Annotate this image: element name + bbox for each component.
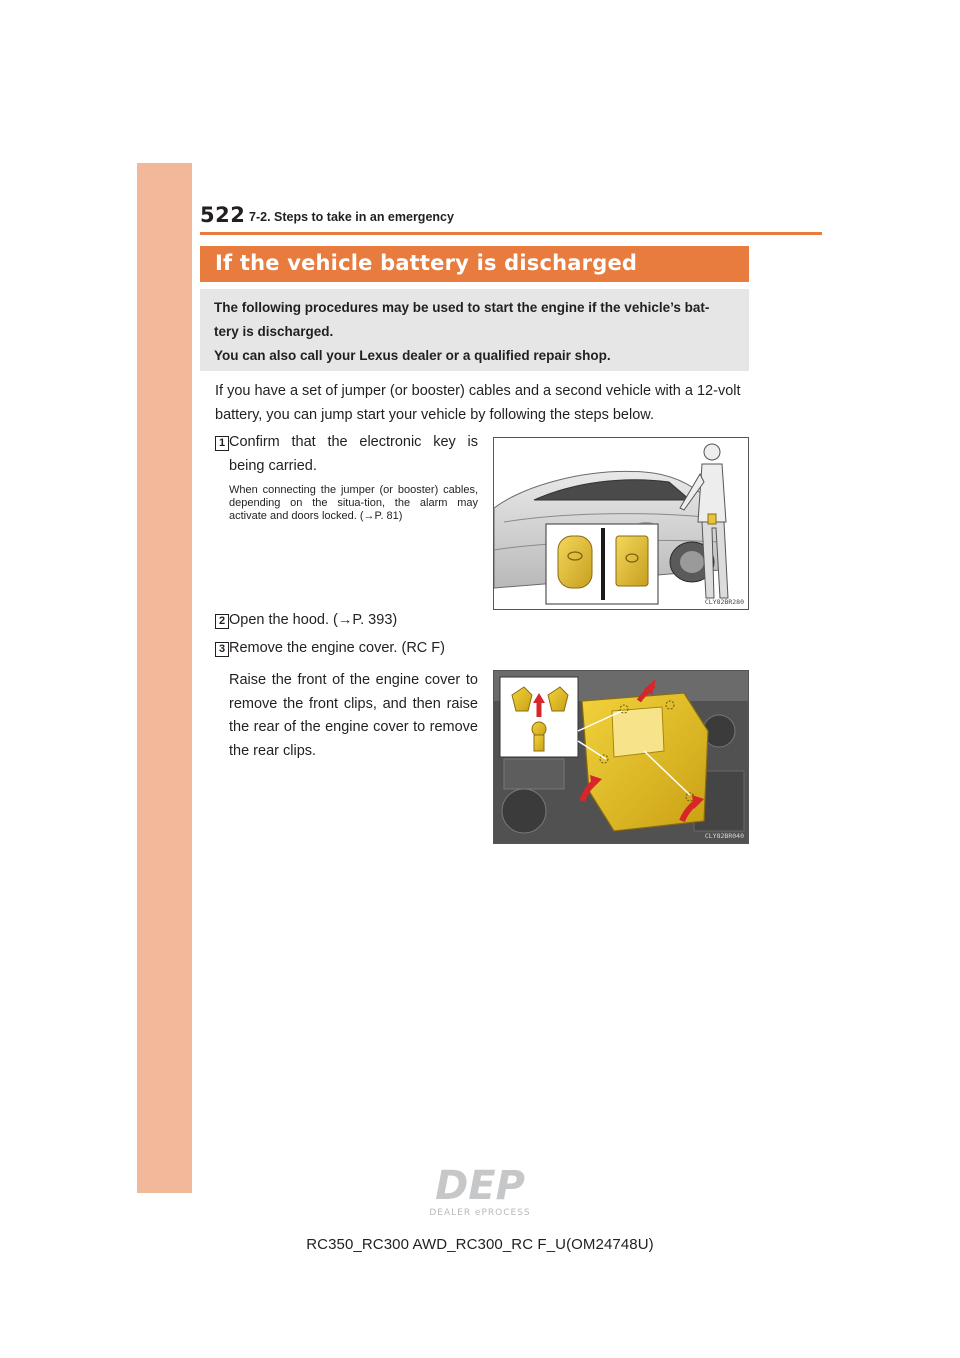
dep-watermark-logo: [414, 1163, 546, 1219]
side-tab: [137, 163, 192, 1193]
svg-text:DEP: DEP: [435, 1163, 525, 1209]
intro-line-1: The following procedures may be used to start the engine if the vehicle’s bat-: [214, 300, 710, 315]
svg-text:DEALER ePROCESS: DEALER ePROCESS: [429, 1208, 531, 1218]
section-title-bar: [200, 246, 749, 282]
car-and-key-illustration: [494, 438, 749, 610]
footer-model-code: RC350_RC300 AWD_RC300_RC F_U(OM24748U): [306, 1236, 654, 1253]
step-2-text: Open the hood. (→P. 393): [229, 612, 398, 628]
figure-engine-cover: [493, 670, 749, 844]
step-3-number: 3: [215, 642, 229, 657]
running-header: 7-2. Steps to take in an emergency: [249, 210, 454, 224]
section-title: If the vehicle battery is discharged: [215, 251, 638, 275]
lead-line-1: If you have a set of jumper (or booster) cables and a second vehicle with a 12-volt: [215, 383, 741, 399]
figure-electronic-key: [493, 437, 749, 610]
step-1-note: When connecting the jumper (or booster) cables, depending on the situa-tion, the alarm may activate and doors locked. (→P. 81): [229, 484, 478, 522]
lead-paragraph: [215, 379, 749, 427]
header-rule: [200, 232, 822, 235]
figure-2-code: CLY82BR040: [704, 832, 744, 840]
engine-cover-illustration: [494, 671, 749, 844]
intro-line-2: tery is discharged.: [214, 324, 334, 339]
intro-box: [200, 289, 749, 371]
lead-line-2: battery, you can jump start your vehicle by following the steps below.: [215, 407, 654, 423]
step-1-number: 1: [215, 436, 229, 451]
intro-line-3: You can also call your Lexus dealer or a qualified repair shop.: [214, 348, 611, 363]
step-1-text: Confirm that the electronic key is being carried.: [229, 434, 478, 474]
step-2-number: 2: [215, 614, 229, 629]
figure-1-code: CLY82BR280: [704, 598, 744, 606]
page-number: 522: [200, 203, 246, 227]
step-3-detail: Raise the front of the engine cover to remove the front clips, and then raise the rear of the engine cover to remove the rear clips.: [229, 672, 478, 759]
dep-logo-icon: [414, 1163, 546, 1219]
step-3-text: Remove the engine cover. (RC F): [229, 640, 445, 656]
